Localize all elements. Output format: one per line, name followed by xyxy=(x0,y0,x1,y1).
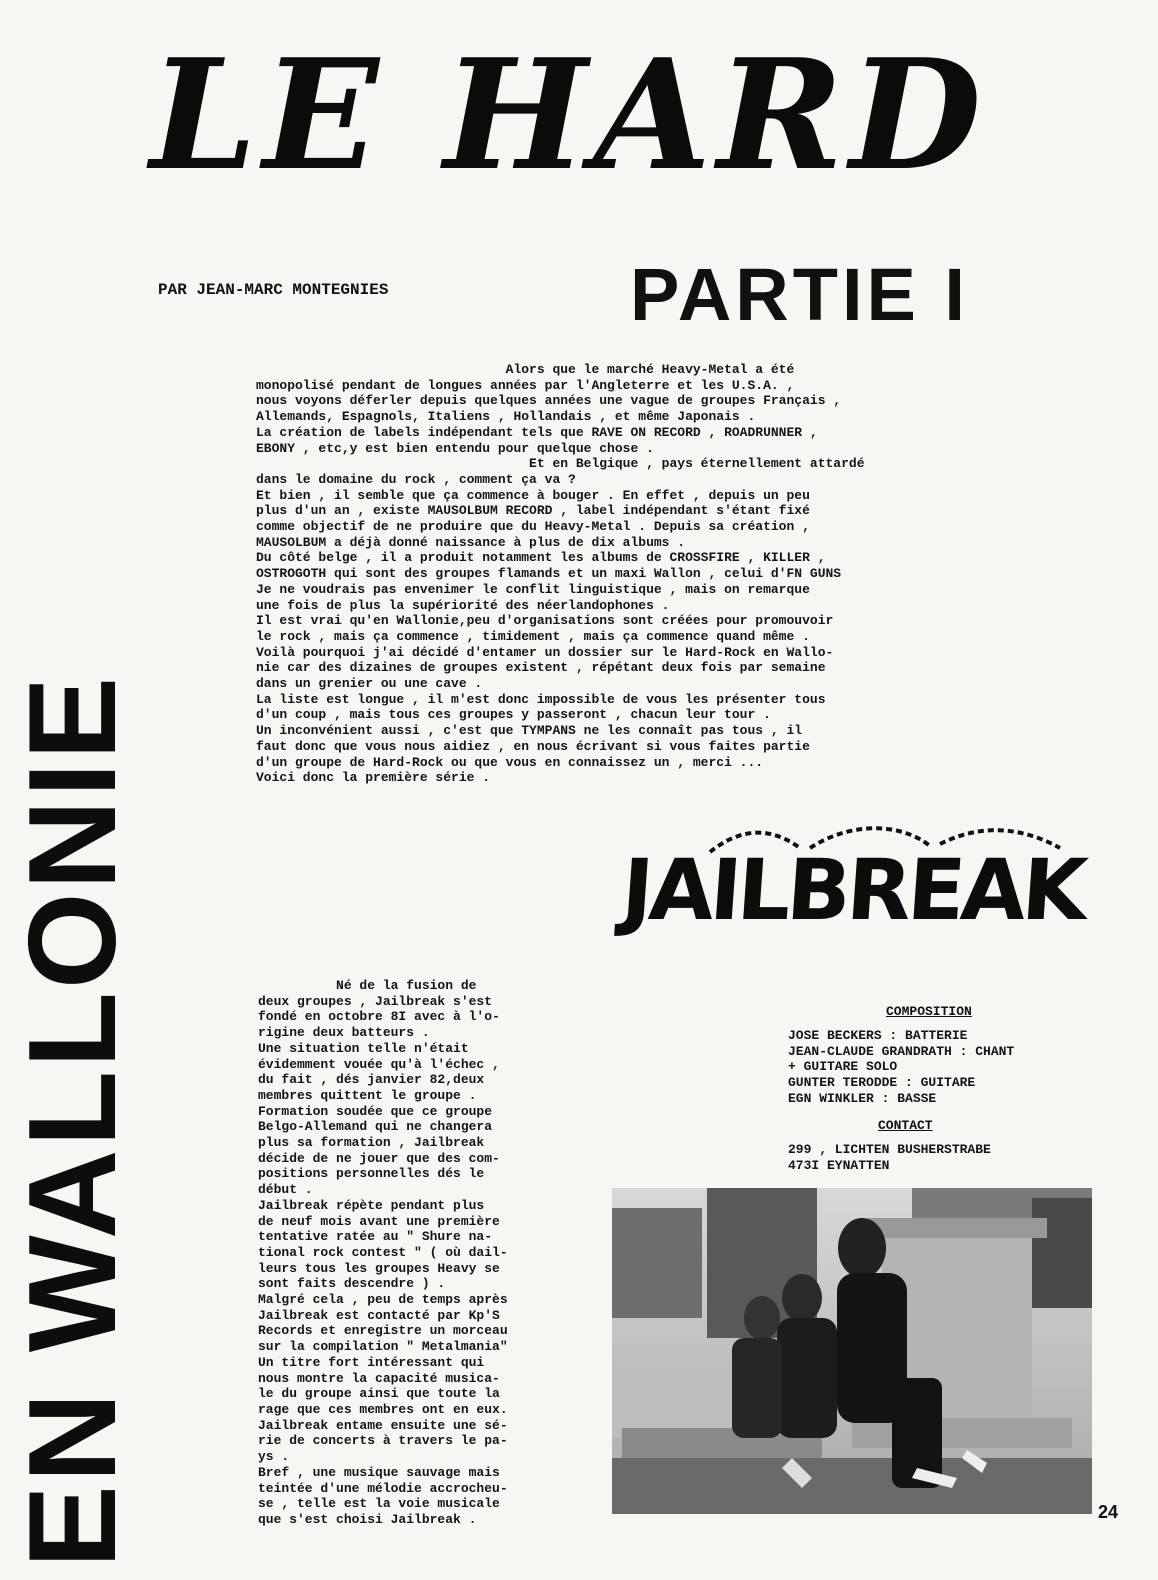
members-list: JOSE BECKERS : BATTERIE JEAN-CLAUDE GRANDRATH : CHANT + GUITARE SOLO GUNTER TERODDE : GUITARE EGN WINKLER : BASSE xyxy=(788,1028,1015,1106)
side-title: EN WALLONIE xyxy=(4,673,142,1568)
band-photo xyxy=(612,1188,1092,1514)
subtitle: PARTIE I xyxy=(630,253,969,336)
contact-heading: CONTACT xyxy=(878,1118,933,1133)
band-photo-image xyxy=(612,1188,1092,1514)
intro-paragraph: Alors que le marché Heavy-Metal a été monopolisé pendant de longues années par l'Angleterre et les U.S.A. , nous voyons déferler depuis quelques années une vague de groupes Français , Allemands, Espagnols, Italiens , Hollandais , et même Japonais . La création de labels indépendant tels que RAVE ON RECORD , ROADRUNNER , EBONY , etc,y est bien entendu pour quelque chose . Et en Belgique , pays éternellement attardé dans le domaine du rock , comment ça va ? Et bien , il semble que ça commence à bouger . En effet , depuis un peu plus d'un an , existe MAUSOLBUM RECORD , label indépendant s'étant fixé comme objectif de ne produire que du Heavy-Metal . Depuis sa création , MAUSOLBUM a déjà donné naissance à plus de dix albums . Du côté belge , il a produit notamment les albums de CROSSFIRE , KILLER , OSTROGOTH qui sont des groupes flamands et un maxi Wallon , celui d'FN GUNS Je ne voudrais pas envenimer le conflit linguistique , mais on remarque une fois de plus la supériorité des néerlandophones . Il est vrai qu'en Wallonie,peu d'organisations sont créées pour promouvoir le rock , mais ça commence , timidement , mais ça commence quand même . Voilà pourquoi j'ai décidé d'entamer un dossier sur le Hard-Rock en Wallo- nie car des dizaines de groupes existent , répétant deux fois par semaine dans un grenier ou une cave . La liste est longue , il m'est donc impossible de vous les présenter tous d'un coup , mais tous ces groupes y passeront , chacun leur tour . Un inconvénient aussi , c'est que TYMPANS ne les connaît pas tous , il faut donc que vous nous aidiez , en nous écrivant si vous faites partie d'un groupe de Hard-Rock ou que vous en connaissez un , merci ... Voici donc la première série . xyxy=(256,362,865,786)
main-title: LE HARD xyxy=(150,25,988,204)
composition-heading: COMPOSITION xyxy=(886,1004,972,1019)
byline: PAR JEAN-MARC MONTEGNIES xyxy=(158,281,389,299)
contact-address: 299 , LICHTEN BUSHERSTRABE 473I EYNATTEN xyxy=(788,1142,991,1173)
story-paragraph: Né de la fusion de deux groupes , Jailbreak s'est fondé en octobre 8I avec à l'o- rigine deux batteurs . Une situation telle n'était évidemment vouée qu'à l'échec , du fait , dés janvier 82,deux membres quittent le groupe . Formation soudée que ce groupe Belgo-Allemand qui ne changera plus sa formation , Jailbreak décide de ne jouer que des com- positions personnelles dés le début . Jailbreak répète pendant plus de neuf mois avant une première tentative ratée au " Shure na- tional rock contest " ( où dail- leurs tous les groupes Heavy se sont faits descendre ) . Malgré cela , peu de temps après Jailbreak est contacté par Kp'S Records et enregistre un morceau sur la compilation " Metalmania" Un titre fort intéressant qui nous montre la capacité musica- le du groupe ainsi que toute la rage que ces membres ont en eux. Jailbreak entame ensuite une sé- rie de concerts à travers le pa- ys . Bref , une musique sauvage mais teintée d'une mélodie accrocheu- se , telle est la voie musicale que s'est choisi Jailbreak . xyxy=(258,978,508,1527)
page-number: 24 xyxy=(1098,1502,1119,1522)
band-logo: JAILBREAK xyxy=(618,841,1087,939)
